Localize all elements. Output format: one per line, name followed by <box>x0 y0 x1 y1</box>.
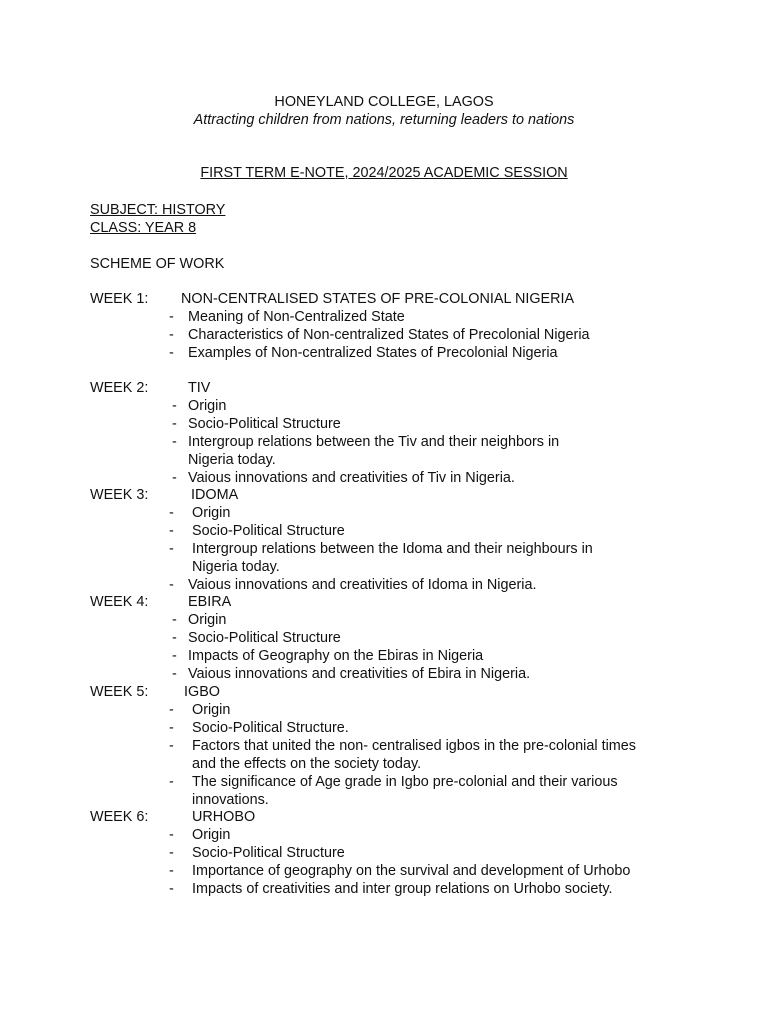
list-item: The significance of Age grade in Igbo pre-colonial and their various <box>192 774 618 790</box>
list-item-continuation: Nigeria today. <box>192 559 280 575</box>
list-item: Vaious innovations and creativities of Ebira in Nigeria. <box>188 666 531 682</box>
week-topic: EBIRA <box>188 594 232 610</box>
bullet-dash: - <box>172 648 177 664</box>
bullet-dash: - <box>172 398 177 414</box>
bullet-dash: - <box>169 309 174 325</box>
class-line: CLASS: YEAR 8 <box>90 220 197 236</box>
week-label: WEEK 6: <box>90 809 149 825</box>
week-label: WEEK 1: <box>90 291 149 307</box>
list-item: Socio-Political Structure. <box>192 720 349 736</box>
list-item: Meaning of Non-Centralized State <box>188 309 405 325</box>
bullet-dash: - <box>169 774 174 790</box>
bullet-dash: - <box>172 630 177 646</box>
week-label: WEEK 2: <box>90 380 149 396</box>
list-item-continuation: and the effects on the society today. <box>192 756 422 772</box>
bullet-dash: - <box>169 827 174 843</box>
school-motto: Attracting children from nations, returning leaders to nations <box>193 112 575 128</box>
list-item: Origin <box>188 398 227 414</box>
list-item: Socio-Political Structure <box>192 845 345 861</box>
bullet-dash: - <box>169 881 174 897</box>
bullet-dash: - <box>172 612 177 628</box>
list-item: Intergroup relations between the Idoma and their neighbours in <box>192 541 593 557</box>
list-item: Origin <box>192 505 231 521</box>
bullet-dash: - <box>169 505 174 521</box>
week-topic: NON-CENTRALISED STATES OF PRE-COLONIAL NIGERIA <box>181 291 575 307</box>
list-item: Characteristics of Non-centralized States of Precolonial Nigeria <box>188 327 590 343</box>
bullet-dash: - <box>169 577 174 593</box>
list-item: Factors that united the non- centralised igbos in the pre-colonial times <box>192 738 636 754</box>
bullet-dash: - <box>172 666 177 682</box>
list-item: Socio-Political Structure <box>188 416 341 432</box>
week-topic: URHOBO <box>192 809 256 825</box>
week-topic: TIV <box>188 380 211 396</box>
document-title: FIRST TERM E-NOTE, 2024/2025 ACADEMIC SESSION <box>200 165 568 181</box>
week-topic: IDOMA <box>191 487 239 503</box>
week-label: WEEK 3: <box>90 487 149 503</box>
school-name: HONEYLAND COLLEGE, LAGOS <box>274 94 494 110</box>
list-item: Origin <box>192 702 231 718</box>
list-item: Origin <box>188 612 227 628</box>
bullet-dash: - <box>169 738 174 754</box>
bullet-dash: - <box>169 845 174 861</box>
bullet-dash: - <box>169 702 174 718</box>
week-topic: IGBO <box>184 684 220 700</box>
section-heading: SCHEME OF WORK <box>90 256 225 272</box>
list-item: Impacts of Geography on the Ebiras in Nigeria <box>188 648 484 664</box>
list-item: Examples of Non-centralized States of Precolonial Nigeria <box>188 345 558 361</box>
bullet-dash: - <box>169 345 174 361</box>
bullet-dash: - <box>169 327 174 343</box>
list-item: Socio-Political Structure <box>192 523 345 539</box>
list-item: Vaious innovations and creativities of Idoma in Nigeria. <box>188 577 537 593</box>
bullet-dash: - <box>172 470 177 486</box>
list-item: Importance of geography on the survival and development of Urhobo <box>192 863 631 879</box>
list-item: Vaious innovations and creativities of Tiv in Nigeria. <box>188 470 515 486</box>
week-label: WEEK 4: <box>90 594 149 610</box>
list-item: Intergroup relations between the Tiv and their neighbors in <box>188 434 560 450</box>
bullet-dash: - <box>169 541 174 557</box>
week-label: WEEK 5: <box>90 684 149 700</box>
list-item: Impacts of creativities and inter group relations on Urhobo society. <box>192 881 613 897</box>
list-item-continuation: innovations. <box>192 792 269 808</box>
bullet-dash: - <box>169 863 174 879</box>
bullet-dash: - <box>172 416 177 432</box>
subject-line: SUBJECT: HISTORY <box>90 202 226 218</box>
list-item: Socio-Political Structure <box>188 630 341 646</box>
bullet-dash: - <box>169 720 174 736</box>
list-item-continuation: Nigeria today. <box>188 452 276 468</box>
list-item: Origin <box>192 827 231 843</box>
bullet-dash: - <box>172 434 177 450</box>
bullet-dash: - <box>169 523 174 539</box>
